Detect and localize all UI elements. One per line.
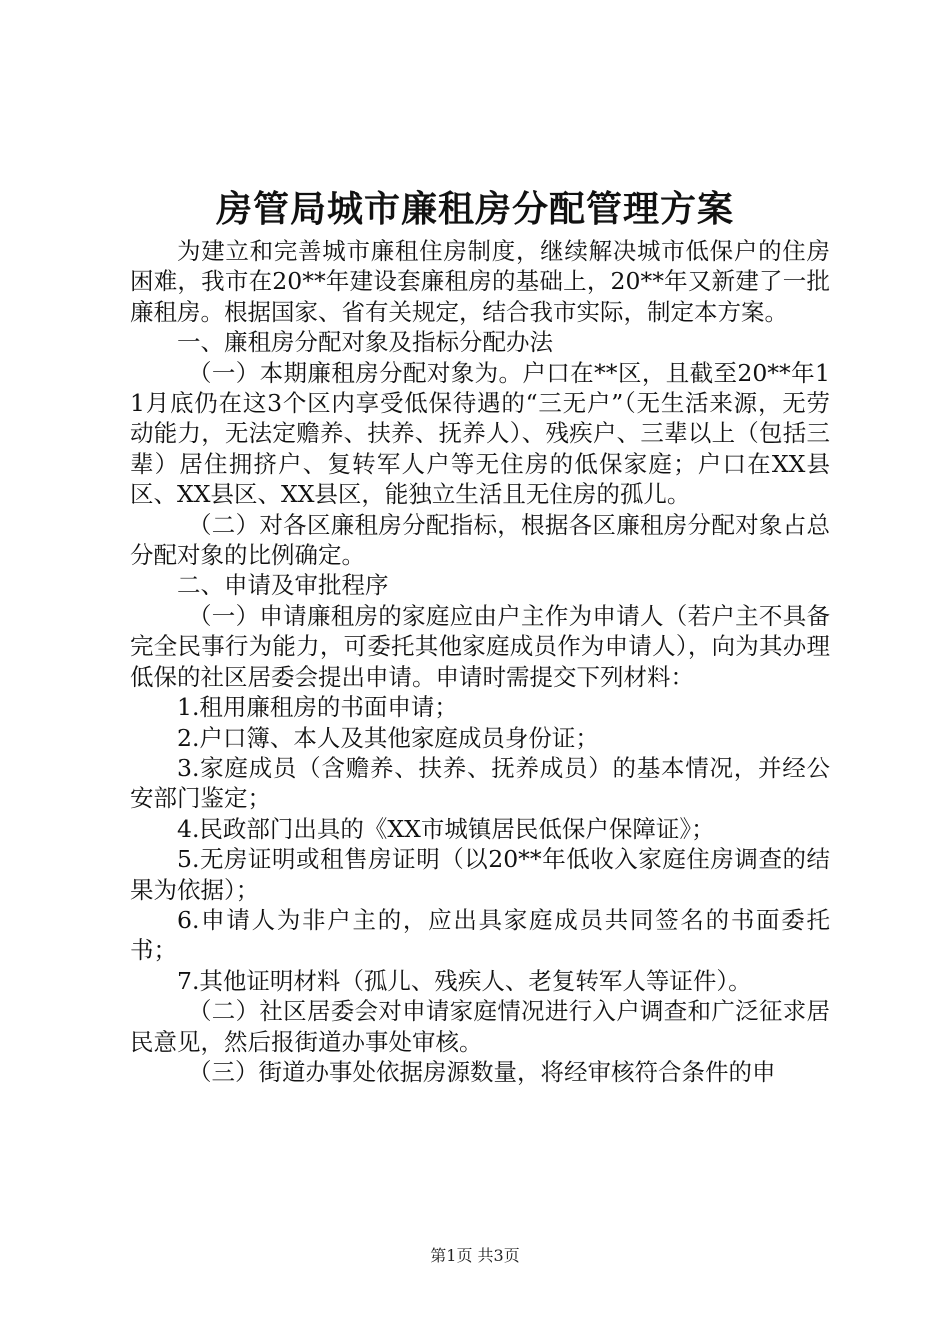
paragraph-1-2: （二）对各区廉租房分配指标，根据各区廉租房分配对象占总分配对象的比例确定。	[130, 510, 830, 570]
document-title: 房管局城市廉租房分配管理方案	[215, 188, 734, 230]
document-body	[130, 236, 830, 1087]
intro-paragraph: 为建立和完善城市廉租住房制度，继续解决城市低保户的住房困难，我市在20**年建设套廉租房的基础上，20**年又新建了一批廉租房。根据国家、省有关规定，结合我市实际，制定本方案。	[130, 237, 830, 326]
paragraph-2-2: （二）社区居委会对申请家庭情况进行入户调查和广泛征求居民意见，然后报街道办事处审核。	[130, 997, 830, 1056]
list-item: 5.无房证明或租售房证明（以20**年低收入家庭住房调查的结果为依据）；	[130, 845, 830, 904]
list-item: 4.民政部门出具的《XX市城镇居民低保户保障证》；	[177, 814, 715, 843]
list-item: 1.租用廉租房的书面申请；	[177, 693, 458, 722]
paragraph-1-1: （一）本期廉租房分配对象为。户口在**区，且截至20**年11月底仍在这3个区内享受低保待遇的“三无户”（无生活来源，无劳动能力，无法定赡养、扶养、抚养人）、残疾户、三辈以上（包括三辈）居住拥挤户、复转军人户等无住房的低保家庭；户口在XX县区、XX县区、XX县区，能独立生活且无住房的孤儿。	[130, 358, 830, 509]
list-item: 2.户口簿、本人及其他家庭成员身份证；	[177, 723, 599, 752]
paragraph-2-3: （三）街道办事处依据房源数量，将经审核符合条件的申	[188, 1057, 776, 1086]
list-item: 3.家庭成员（含赡养、扶养、抚养成员）的基本情况，并经公安部门鉴定；	[130, 753, 830, 813]
paragraph-2-1: （一）申请廉租房的家庭应由户主作为申请人（若户主不具备完全民事行为能力，可委托其他家庭成员作为申请人），向为其办理低保的社区居委会提出申请。申请时需提交下列材料：	[130, 601, 830, 691]
section-heading-2: 二、申请及审批程序	[177, 571, 389, 600]
section-heading-1: 一、廉租房分配对象及指标分配办法	[177, 328, 553, 357]
list-item: 6.申请人为非户主的，应出具家庭成员共同签名的书面委托书；	[130, 905, 830, 965]
list-item: 7.其他证明材料（孤儿、残疾人、老复转军人等证件）。	[177, 966, 752, 995]
page-footer: 第1页 共3页	[430, 1246, 520, 1265]
